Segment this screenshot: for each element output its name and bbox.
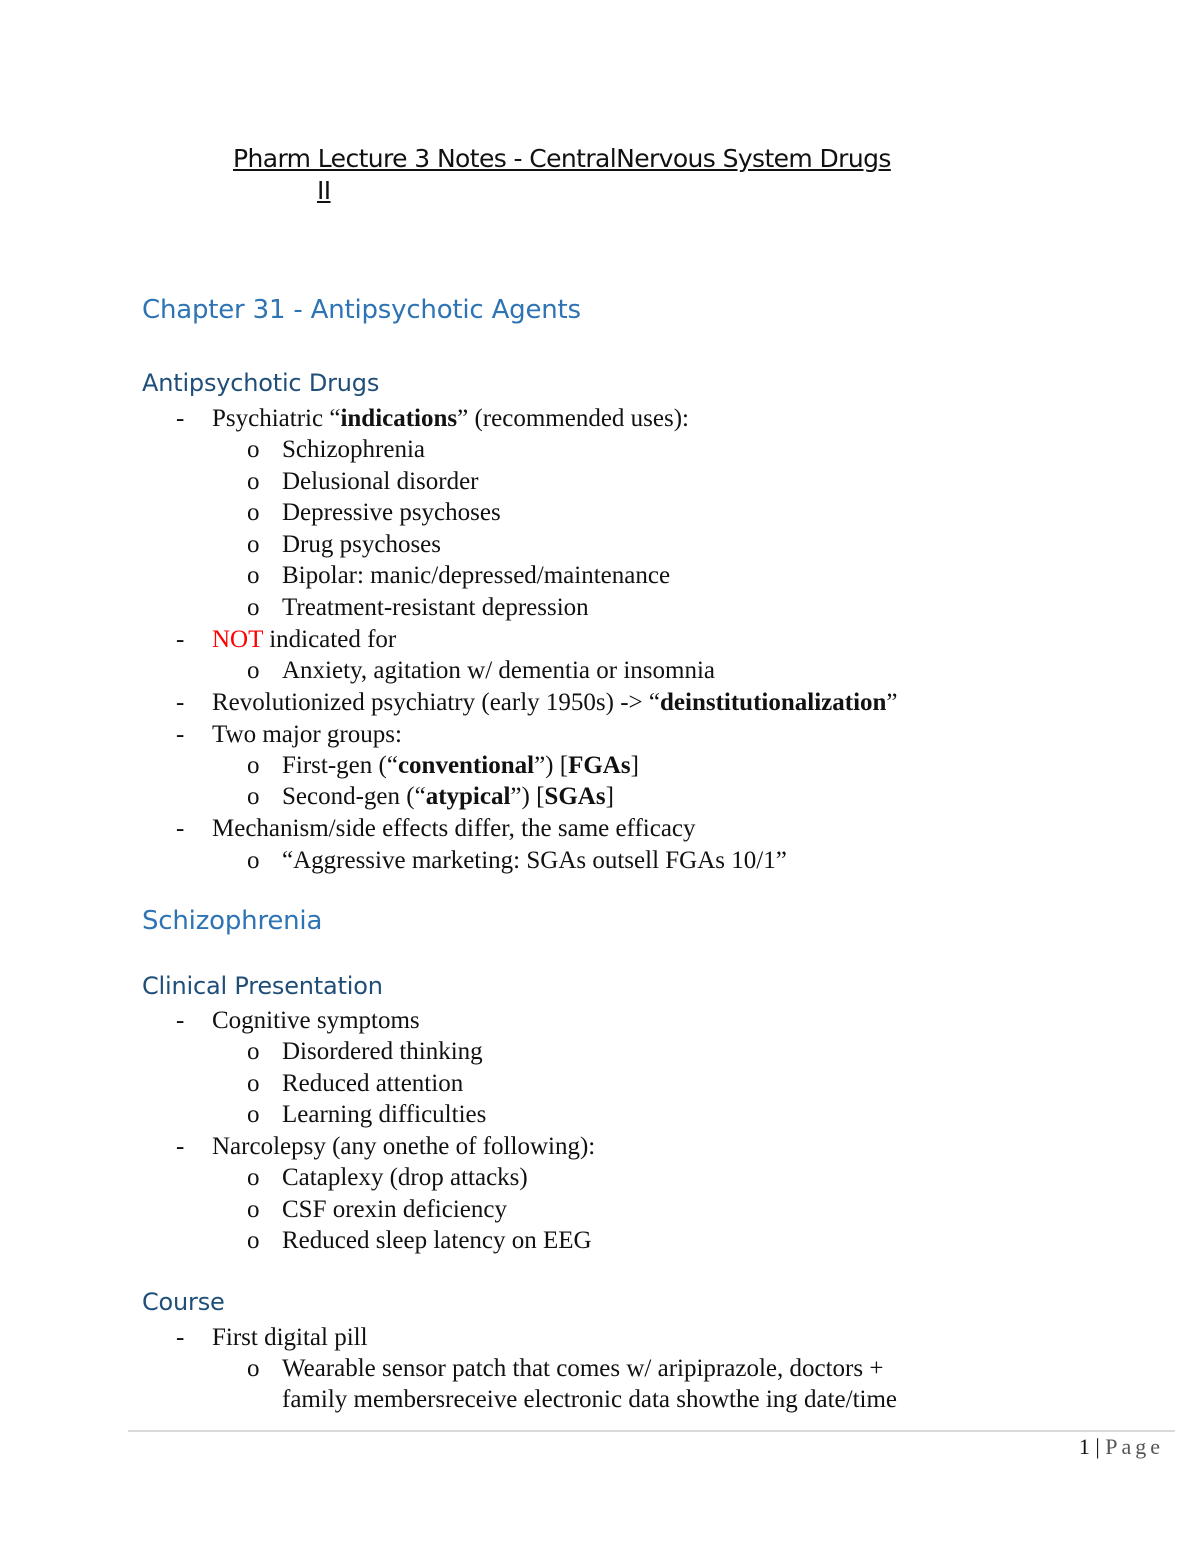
section-heading-schizophrenia: Schizophrenia bbox=[142, 906, 323, 936]
list-item: - Mechanism/side effects differ, the same efficacy bbox=[176, 815, 696, 842]
list-item: - Narcolepsy (any onethe of following): bbox=[176, 1133, 596, 1160]
sub-list-item-continuation: family membersreceive electronic data showthe ing date/time bbox=[282, 1386, 898, 1413]
list-item: - Psychiatric “indications” (recommended uses): bbox=[176, 405, 689, 432]
sub-list-item: o Schizophrenia bbox=[247, 436, 426, 463]
sub-list-item: o Drug psychoses bbox=[247, 531, 442, 558]
section-heading-antipsychotic-drugs: Antipsychotic Drugs bbox=[142, 369, 380, 397]
sub-list-item: o Cataplexy (drop attacks) bbox=[247, 1164, 528, 1191]
sub-list-item: o Wearable sensor patch that comes w/ aripiprazole, doctors + bbox=[247, 1355, 884, 1382]
sub-list-item: o Disordered thinking bbox=[247, 1038, 483, 1065]
dash-marker: - bbox=[176, 405, 185, 432]
section-heading-clinical-presentation: Clinical Presentation bbox=[142, 972, 383, 1000]
footer-separator: | bbox=[1095, 1434, 1100, 1459]
sub-list-item: o Learning difficulties bbox=[247, 1101, 487, 1128]
sub-list-item: o Second-gen (“atypical”) [SGAs] bbox=[247, 783, 614, 810]
list-item: - First digital pill bbox=[176, 1324, 368, 1351]
sub-list-item: o “Aggressive marketing: SGAs outsell FGAs 10/1” bbox=[247, 847, 787, 874]
chapter-heading: Chapter 31 - Antipsychotic Agents bbox=[142, 295, 581, 325]
page-label: Page bbox=[1105, 1434, 1164, 1459]
not-highlight: NOT bbox=[212, 626, 263, 653]
page-footer bbox=[1079, 1434, 1164, 1460]
list-item: - Cognitive symptoms bbox=[176, 1007, 420, 1034]
page-number: 1 bbox=[1078, 1434, 1090, 1459]
sub-list-item: o Depressive psychoses bbox=[247, 499, 501, 526]
list-item: - Revolutionized psychiatry (early 1950s) -> “deinstitutionalization” bbox=[176, 689, 898, 716]
list-item: - NOT indicated for bbox=[176, 626, 397, 653]
sub-list-item: o Delusional disorder bbox=[247, 468, 479, 495]
sub-list-item: o Reduced attention bbox=[247, 1070, 464, 1097]
document-title-line1: Pharm Lecture 3 Notes - CentralNervous System Drugs bbox=[233, 144, 891, 173]
sub-list-item: o Reduced sleep latency on EEG bbox=[247, 1227, 592, 1254]
list-item: - Two major groups: bbox=[176, 721, 402, 748]
sub-list-item: o Anxiety, agitation w/ dementia or insomnia bbox=[247, 657, 716, 684]
document-title bbox=[233, 143, 993, 207]
footer-divider bbox=[128, 1430, 1175, 1432]
section-heading-course: Course bbox=[142, 1288, 225, 1316]
sub-list-item: o First-gen (“conventional”) [FGAs] bbox=[247, 752, 639, 779]
sub-list-item: o Treatment-resistant depression bbox=[247, 594, 589, 621]
document-title-line2: II bbox=[317, 176, 331, 205]
sub-list-item: o Bipolar: manic/depressed/maintenance bbox=[247, 562, 671, 589]
sub-list-item: o CSF orexin deficiency bbox=[247, 1196, 507, 1223]
